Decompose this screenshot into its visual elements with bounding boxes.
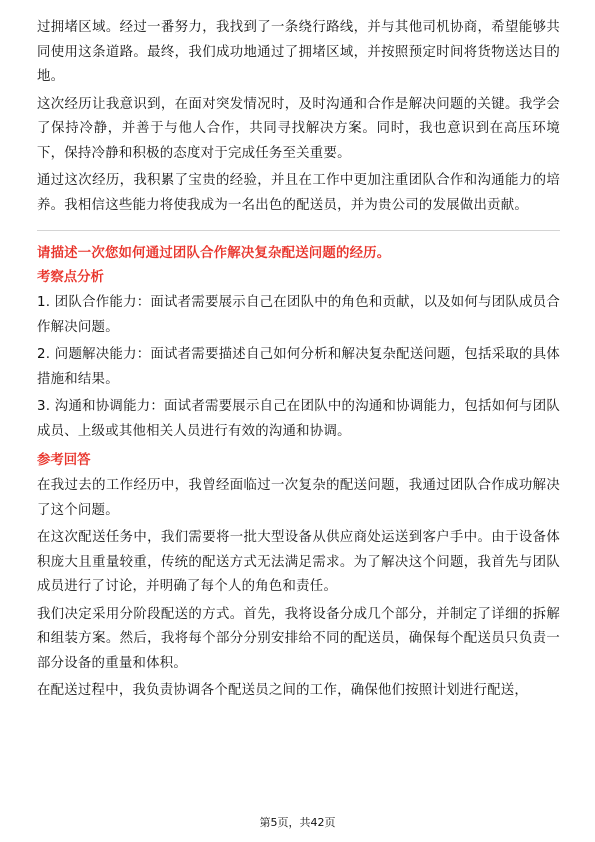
analysis-item-2: 2. 问题解决能力：面试者需要描述自己如何分析和解决复杂配送问题，包括采取的具体措施和结果。 <box>37 347 560 387</box>
question-title: 请描述一次您如何通过团队合作解决复杂配送问题的经历。 <box>37 246 391 261</box>
answer-heading: 参考回答 <box>37 453 91 468</box>
intro-paragraph-2: 这次经历让我意识到，在面对突发情况时，及时沟通和合作是解决问题的关键。我学会了保持冷静，并善于与他人合作，共同寻找解决方案。同时，我也意识到在高压环境下，保持冷静和积极的态度对于完成任务至关重要。 <box>37 96 560 161</box>
answer-paragraph-1: 在我过去的工作经历中，我曾经面临过一次复杂的配送问题，我通过团队合作成功解决了这个问题。 <box>37 478 560 518</box>
answer-paragraph-3: 我们决定采用分阶段配送的方式。首先，我将设备分成几个部分，并制定了详细的拆解和组装方案。然后，我将每个部分分别安排给不同的配送员，确保每个配送员只负责一部分设备的重量和体积。 <box>37 606 560 671</box>
answer-paragraph-2: 在这次配送任务中，我们需要将一批大型设备从供应商处运送到客户手中。由于设备体积庞大且重量较重，传统的配送方式无法满足需求。为了解决这个问题，我首先与团队成员进行了讨论，并明确了每个人的角色和责任。 <box>37 530 560 594</box>
analysis-item-3: 3. 沟通和协调能力：面试者需要展示自己在团队中的沟通和协调能力，包括如何与团队成员、上级或其他相关人员进行有效的沟通和协调。 <box>37 399 560 439</box>
section-divider <box>37 230 560 231</box>
analysis-heading: 考察点分析 <box>37 270 104 285</box>
page-number: 第5页，共42页 <box>259 816 336 829</box>
answer-paragraph-4: 在配送过程中，我负责协调各个配送员之间的工作，确保他们按照计划进行配送， <box>37 683 529 698</box>
intro-paragraph-1: 过拥堵区域。经过一番努力，我找到了一条绕行路线，并与其他司机协商，希望能够共同使用这条道路。最终，我们成功地通过了拥堵区域，并按照预定时间将货物送达目的地。 <box>37 20 560 84</box>
document-page <box>37 16 560 707</box>
analysis-item-1: 1. 团队合作能力：面试者需要展示自己在团队中的角色和贡献，以及如何与团队成员合作解决问题。 <box>37 295 560 335</box>
intro-paragraph-3: 通过这次经历，我积累了宝贵的经验，并且在工作中更加注重团队合作和沟通能力的培养。我相信这些能力将使我成为一名出色的配送员，并为贵公司的发展做出贡献。 <box>37 173 560 213</box>
